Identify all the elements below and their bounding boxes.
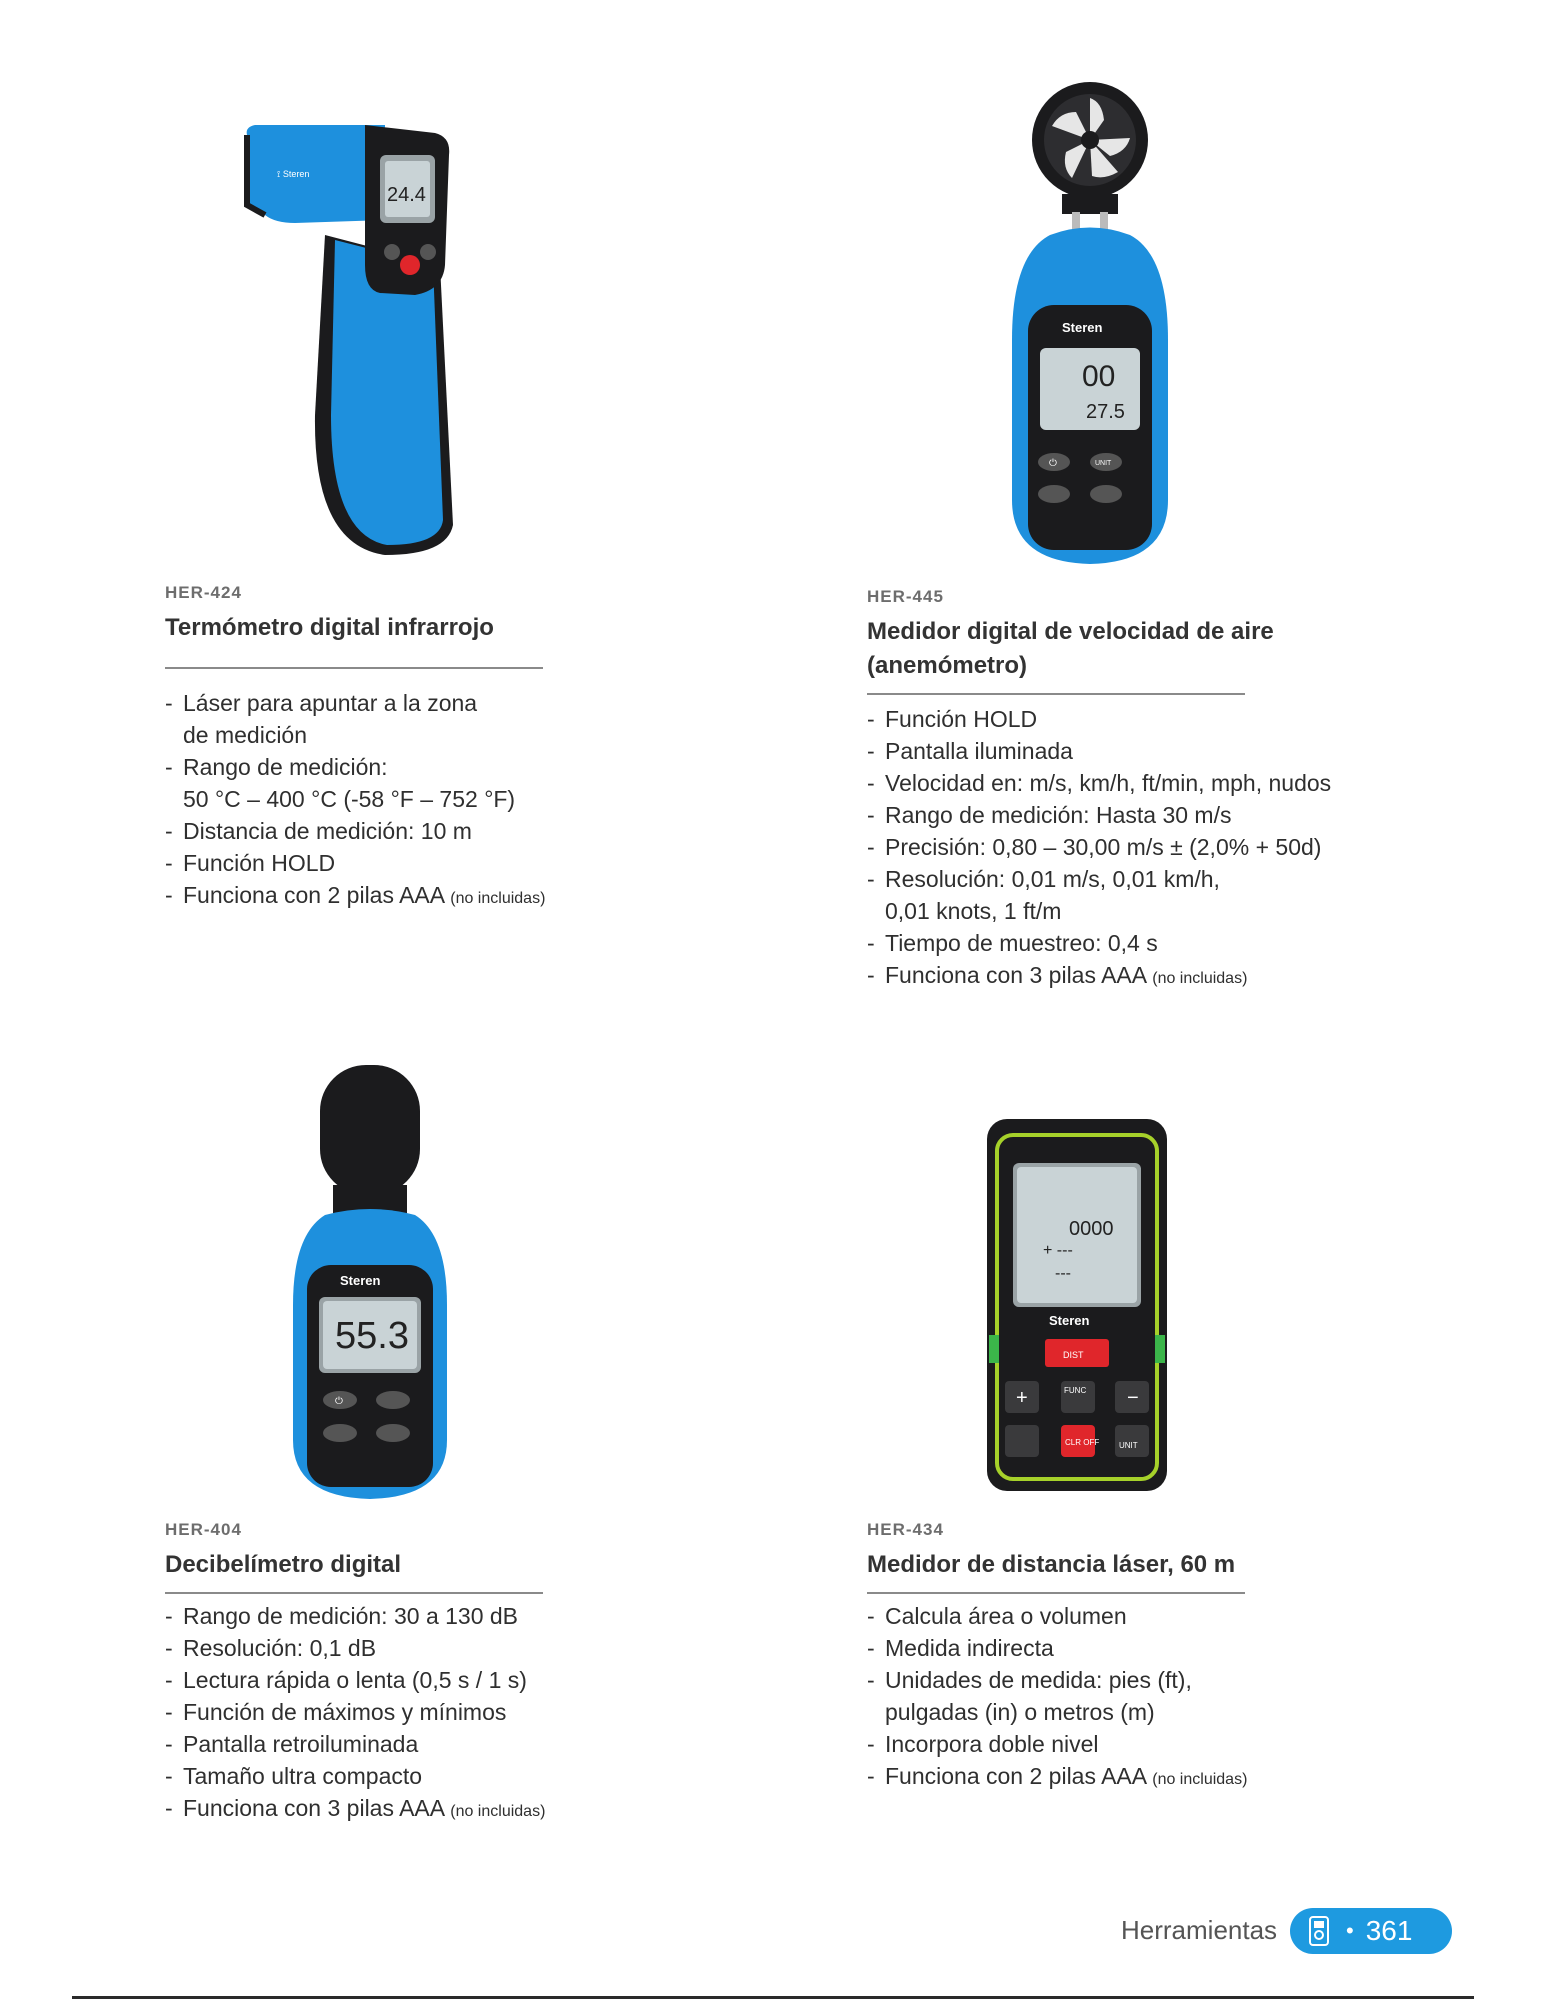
anemometer-screen-temp: 27.5 <box>1086 401 1125 423</box>
spec-item: - Medida indirecta <box>867 1635 1054 1661</box>
spec-item: - Distancia de medición: 10 m <box>165 818 472 844</box>
spec-item: - Resolución: 0,1 dB <box>165 1635 377 1661</box>
product-title: Decibelímetro digital <box>165 1551 402 1578</box>
laser-distance-meter-image <box>983 1115 1173 1495</box>
section-label: Herramientas <box>1121 1915 1278 1945</box>
spec-list <box>867 703 1467 995</box>
product-her-445 <box>867 587 1467 995</box>
spec-item: - Unidades de medida: pies (ft), pulgadas (in) o metros (m) <box>867 1667 1192 1725</box>
spec-item: - Tiempo de muestreo: 0,4 s <box>867 930 1158 956</box>
svg-text:+ ---: + --- <box>1043 1242 1073 1259</box>
thermometer-image <box>235 115 475 565</box>
spec-list <box>165 1600 765 1828</box>
laser-screen-value: 0000 <box>1069 1218 1114 1240</box>
anemometer-image <box>1000 80 1180 570</box>
spec-item: - Rango de medición: Hasta 30 m/s <box>867 802 1232 828</box>
product-code: HER-434 <box>867 1520 944 1539</box>
brand-label: Steren <box>340 1273 381 1288</box>
spec-list <box>867 1600 1467 1796</box>
spec-item: - Velocidad en: m/s, km/h, ft/min, mph, nudos <box>867 770 1332 796</box>
svg-text:⟟ Steren: ⟟ Steren <box>277 169 310 179</box>
svg-text:FUNC: FUNC <box>1064 1386 1087 1395</box>
spec-item: - Incorpora doble nivel <box>867 1731 1099 1757</box>
product-title: Medidor digital de velocidad de aire (anemómetro) <box>867 618 1274 679</box>
spec-item: - Resolución: 0,01 m/s, 0,01 km/h, 0,01 knots, 1 ft/m <box>867 866 1220 924</box>
svg-text:---: --- <box>1055 1265 1071 1282</box>
product-her-424 <box>165 583 765 915</box>
svg-text:⏻: ⏻ <box>1049 458 1057 469</box>
decibel-meter-illustration <box>285 1065 455 1505</box>
svg-text:UNIT: UNIT <box>1119 1441 1138 1450</box>
anemometer-illustration <box>1000 80 1180 570</box>
spec-item: - Pantalla iluminada <box>867 738 1073 764</box>
svg-text:CLR OFF: CLR OFF <box>1065 1438 1100 1447</box>
spec-item: - Tamaño ultra compacto <box>165 1763 423 1789</box>
spec-item: - Funciona con 3 pilas AAA (no incluidas) <box>867 962 1248 988</box>
brand-label: Steren <box>1049 1313 1090 1328</box>
product-her-404 <box>165 1520 765 1828</box>
spec-item: - Lectura rápida o lenta (0,5 s / 1 s) <box>165 1667 527 1693</box>
spec-item: - Pantalla retroiluminada <box>165 1731 419 1757</box>
spec-item: - Precisión: 0,80 – 30,00 m/s ± (2,0% + 50d) <box>867 834 1322 860</box>
spec-item: - Rango de medición: 50 °C – 400 °C (-58 °F – 752 °F) <box>165 754 516 812</box>
spec-item: - Rango de medición: 30 a 130 dB <box>165 1603 519 1629</box>
product-title: Medidor de distancia láser, 60 m <box>867 1551 1236 1578</box>
svg-text:DIST: DIST <box>1063 1350 1084 1360</box>
brand-label: Steren <box>1062 320 1103 335</box>
bottom-rule <box>72 1996 1474 1999</box>
spec-item: - Función HOLD <box>867 706 1038 732</box>
page-badge <box>1290 1908 1452 1954</box>
spec-item: - Funciona con 3 pilas AAA (no incluidas) <box>165 1795 546 1821</box>
divider <box>867 1592 1245 1594</box>
decibel-screen-value: 55.3 <box>335 1315 409 1357</box>
separator-bullet: • <box>1346 1918 1354 1943</box>
divider <box>165 667 543 669</box>
spec-item: - Función de máximos y mínimos <box>165 1699 507 1725</box>
spec-list <box>165 687 765 915</box>
svg-text:UNIT: UNIT <box>1095 460 1112 467</box>
product-title: Termómetro digital infrarrojo <box>165 614 494 641</box>
product-her-434 <box>867 1520 1467 1796</box>
product-code: HER-424 <box>165 583 242 602</box>
spec-item: - Calcula área o volumen <box>867 1603 1127 1629</box>
divider <box>165 1592 543 1594</box>
tools-catalog-icon <box>1308 1916 1330 1946</box>
spec-item: - Láser para apuntar a la zona de medición <box>165 690 478 748</box>
svg-text:⏻: ⏻ <box>335 1396 343 1407</box>
spec-item: - Función HOLD <box>165 850 336 876</box>
spec-item: - Funciona con 2 pilas AAA (no incluidas) <box>867 1763 1248 1789</box>
page-number: 361 <box>1365 1915 1413 1946</box>
product-code: HER-404 <box>165 1520 242 1539</box>
infrared-thermometer-illustration <box>235 115 475 565</box>
anemometer-screen-value: 00 <box>1082 360 1116 393</box>
svg-text:+: + <box>1016 1387 1028 1409</box>
product-code: HER-445 <box>867 587 944 606</box>
laser-distance-meter-illustration <box>983 1115 1173 1495</box>
spec-item: - Funciona con 2 pilas AAA (no incluidas) <box>165 882 546 908</box>
divider <box>867 693 1245 695</box>
thermometer-screen-value: 24.4 <box>387 184 426 206</box>
decibel-meter-image <box>285 1065 455 1505</box>
svg-text:−: − <box>1127 1387 1139 1409</box>
